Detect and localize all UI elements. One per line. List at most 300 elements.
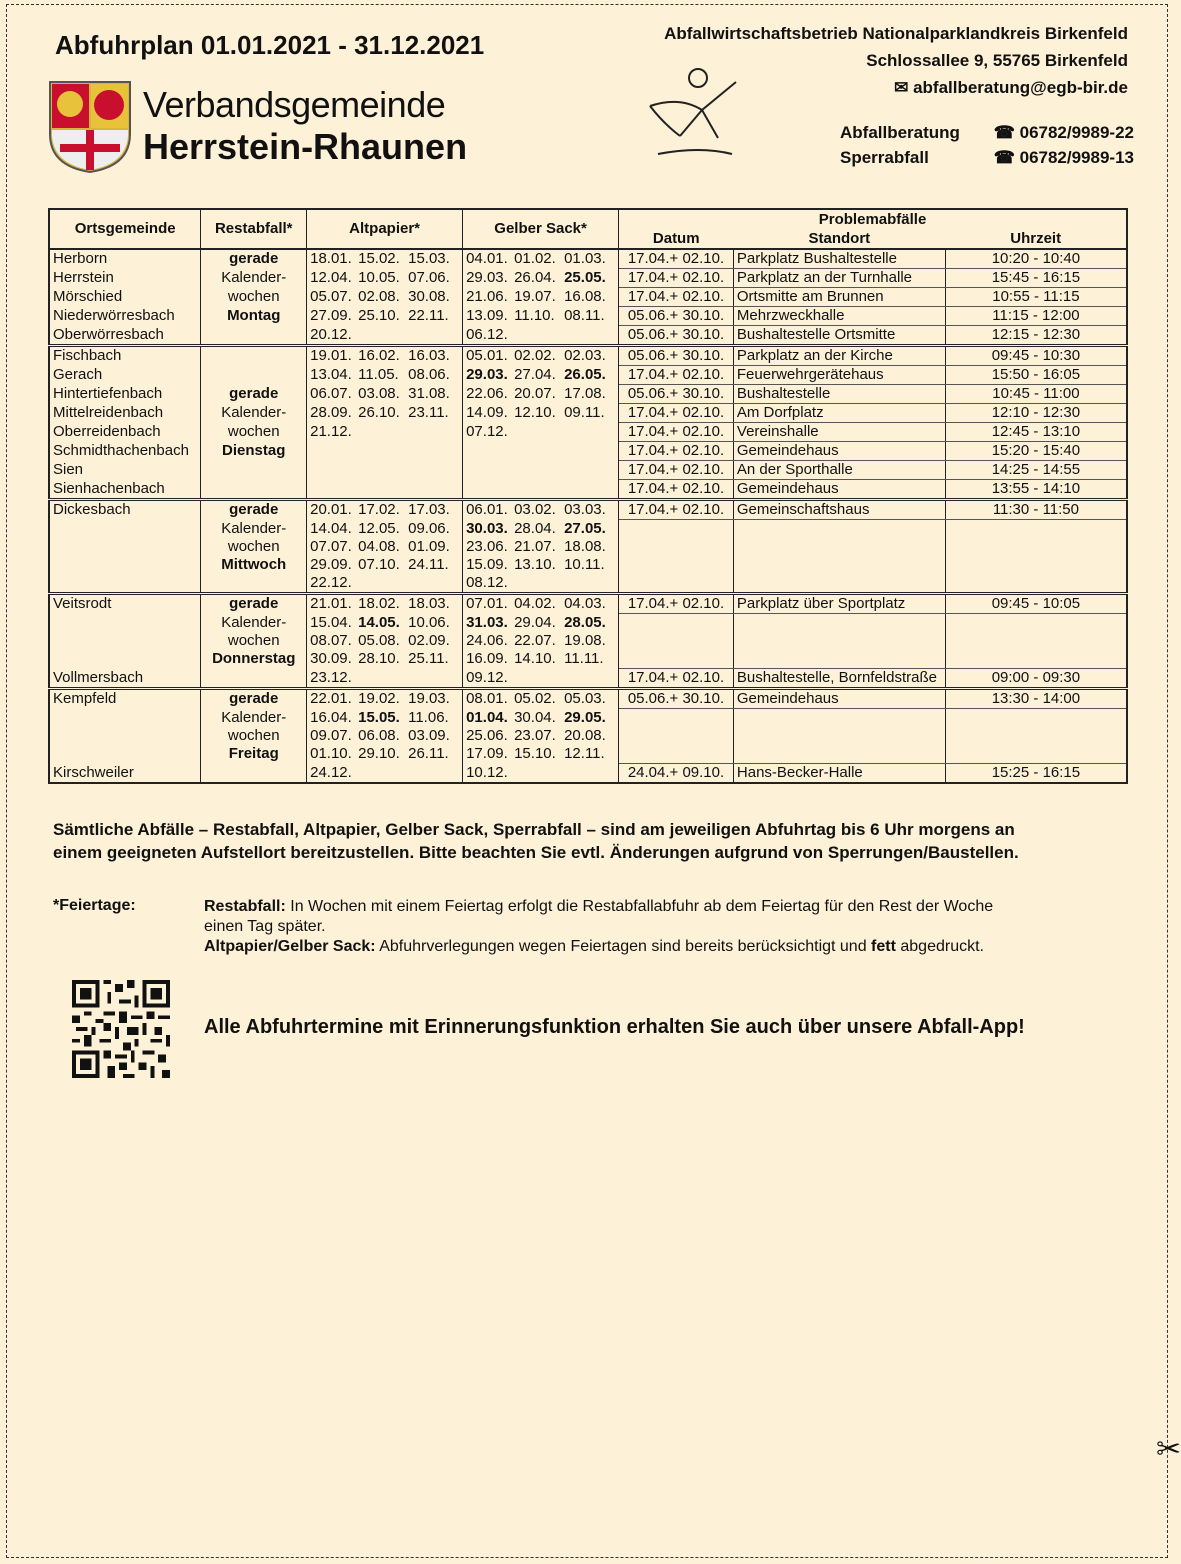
restabfall-cell: gerade xyxy=(201,594,307,614)
date-value: 02.03. xyxy=(564,347,606,365)
date-value: 11.11. xyxy=(564,650,604,668)
altpapier-cell xyxy=(307,366,463,385)
problem-standort-cell xyxy=(733,538,945,556)
restabfall-cell: Mittwoch xyxy=(201,556,307,574)
problem-standort-cell: Am Dorfplatz xyxy=(733,404,945,423)
col-altpapier: Altpapier* xyxy=(307,209,463,249)
date-value: 28.10. xyxy=(358,650,400,668)
date-value: 12.10. xyxy=(514,404,556,421)
altpapier-cell xyxy=(307,500,463,520)
gelber-sack-cell xyxy=(463,269,619,288)
restabfall-cell xyxy=(201,764,307,784)
page-title: Abfuhrplan 01.01.2021 - 31.12.2021 xyxy=(55,30,485,60)
problem-datum-cell xyxy=(619,574,734,594)
problem-datum-cell: 05.06.+ 30.10. xyxy=(619,307,734,326)
date-value: 06.08. xyxy=(358,727,400,744)
date-value: 08.06. xyxy=(408,366,450,383)
restabfall-cell xyxy=(201,326,307,346)
date-value: 10.12. xyxy=(466,763,508,781)
ort-cell xyxy=(49,745,201,764)
rest-label: Restabfall: xyxy=(204,898,286,915)
altpapier-cell xyxy=(307,404,463,423)
problem-datum-cell: 05.06.+ 30.10. xyxy=(619,326,734,346)
date-value: 22.12. xyxy=(310,574,352,591)
date-value: 23.07. xyxy=(514,727,556,744)
problem-standort-cell xyxy=(733,520,945,539)
problem-uhrzeit-cell: 12:45 - 13:10 xyxy=(945,423,1127,442)
gelber-sack-cell xyxy=(463,366,619,385)
altpapier-cell xyxy=(307,288,463,307)
gelber-sack-cell xyxy=(463,764,619,784)
ort-cell: Niederwörresbach xyxy=(49,307,201,326)
date-value: 31.03. xyxy=(466,613,508,631)
problem-datum-cell: 05.06.+ 30.10. xyxy=(619,346,734,366)
restabfall-cell: Dienstag xyxy=(201,442,307,461)
ort-cell xyxy=(49,574,201,594)
table-row xyxy=(49,385,1127,404)
sperr-label: Sperrabfall xyxy=(840,148,929,167)
col-standort: Standort xyxy=(733,229,945,249)
altpapier-cell xyxy=(307,249,463,269)
ort-cell: Mittelreidenbach xyxy=(49,404,201,423)
table-row xyxy=(49,689,1127,709)
altpapier-cell xyxy=(307,594,463,614)
gelber-sack-cell xyxy=(463,632,619,650)
restabfall-cell xyxy=(201,366,307,385)
date-value: 30.03. xyxy=(466,519,508,537)
gelber-sack-cell xyxy=(463,689,619,709)
date-value: 10.05. xyxy=(358,269,400,286)
date-value: 15.10. xyxy=(514,745,556,763)
problem-standort-cell: Parkplatz über Sportplatz xyxy=(733,594,945,614)
date-value: 14.04. xyxy=(310,519,352,537)
date-value: 19.01. xyxy=(310,347,352,365)
date-value: 03.03. xyxy=(564,501,606,519)
problem-uhrzeit-cell: 13:55 - 14:10 xyxy=(991,480,1081,497)
ort-cell: Herborn xyxy=(49,249,201,269)
problem-uhrzeit-cell: 09:45 - 10:30 xyxy=(945,346,1127,366)
problem-datum-cell: 17.04.+ 02.10. xyxy=(619,249,734,269)
problem-datum-cell: 05.06.+ 30.10. xyxy=(619,689,734,709)
date-value: 29.03. xyxy=(466,269,508,286)
gelber-sack-cell xyxy=(463,709,619,728)
problem-standort-cell xyxy=(733,632,945,650)
altpapier-cell xyxy=(307,461,463,480)
date-value: 07.07. xyxy=(310,538,352,555)
date-value: 09.06. xyxy=(408,519,450,537)
problem-standort-cell: Gemeindehaus xyxy=(733,689,945,709)
date-value: 12.05. xyxy=(358,519,400,537)
coat-of-arms-icon xyxy=(46,78,134,174)
altpapier-cell xyxy=(307,556,463,574)
feiertage-text xyxy=(204,897,1034,957)
problem-uhrzeit-cell: 12:15 - 12:30 xyxy=(991,326,1081,343)
problem-datum-cell xyxy=(619,556,734,574)
date-value: 12.04. xyxy=(310,269,352,286)
gelber-sack-cell xyxy=(463,249,619,269)
problem-uhrzeit-cell: 10:45 - 11:00 xyxy=(945,385,1127,404)
feiertage-label: *Feiertage: xyxy=(53,897,136,914)
date-value: 29.09. xyxy=(310,556,352,573)
table-row xyxy=(49,764,1127,784)
table-row xyxy=(49,423,1127,442)
problem-standort-cell xyxy=(733,556,945,574)
problem-uhrzeit-cell: 15:20 - 15:40 xyxy=(945,442,1127,461)
gelber-sack-cell xyxy=(463,574,619,594)
restabfall-cell xyxy=(201,461,307,480)
table-row xyxy=(49,480,1127,500)
date-value: 08.11. xyxy=(564,307,605,324)
table-row xyxy=(49,574,1127,594)
problem-standort-cell xyxy=(733,650,945,669)
table-row xyxy=(49,669,1127,689)
rest-text: In Wochen mit einem Feiertag erfolgt die Restabfallabfuhr ab dem Feiertag für den Rest der Woche einen Tag später. xyxy=(204,898,994,935)
problem-uhrzeit-cell xyxy=(945,574,1127,594)
ort-cell: Hintertiefenbach xyxy=(49,385,201,404)
gelber-sack-cell xyxy=(463,404,619,423)
date-value: 13.09. xyxy=(466,307,508,324)
date-value: 04.02. xyxy=(514,595,556,613)
problem-uhrzeit-cell: 14:25 - 14:55 xyxy=(945,461,1127,480)
problem-standort-cell: Parkplatz an der Turnhalle xyxy=(733,269,945,288)
date-value: 17.02. xyxy=(358,501,400,519)
table-row xyxy=(49,709,1127,728)
phone-icon: ☎ xyxy=(993,123,1020,142)
gelber-sack-cell xyxy=(463,556,619,574)
date-value: 25.06. xyxy=(466,727,508,744)
date-value: 07.12. xyxy=(466,423,508,440)
ort-cell: Sien xyxy=(49,461,201,480)
problem-datum-cell xyxy=(619,745,734,764)
date-value: 18.02. xyxy=(358,595,400,613)
table-row xyxy=(49,520,1127,539)
gelber-sack-cell xyxy=(463,727,619,745)
scissors-icon: ✂ xyxy=(1156,1433,1181,1466)
date-value: 07.06. xyxy=(408,269,450,286)
table-row xyxy=(49,326,1127,346)
problem-standort-cell: Gemeindehaus xyxy=(733,480,945,500)
problem-datum-cell: 17.04.+ 02.10. xyxy=(619,500,734,520)
date-value: 25.11. xyxy=(408,650,449,668)
date-value: 26.05. xyxy=(564,366,606,383)
problem-standort-cell: Bushaltestelle, Bornfeldstraße xyxy=(733,669,945,689)
problem-standort-cell: Gemeindehaus xyxy=(733,442,945,461)
restabfall-cell: Donnerstag xyxy=(201,650,307,669)
date-value: 15.04. xyxy=(310,613,352,631)
date-value: 20.12. xyxy=(310,325,352,343)
date-value: 19.03. xyxy=(408,690,450,708)
ort-cell: Herrstein xyxy=(49,269,201,288)
date-value: 22.07. xyxy=(514,632,556,649)
problem-standort-cell: Bushaltestelle Ortsmitte xyxy=(733,326,945,346)
gelber-sack-cell xyxy=(463,423,619,442)
restabfall-cell: Kalender- xyxy=(201,520,307,539)
problem-uhrzeit-cell: 15:25 - 16:15 xyxy=(991,764,1081,781)
vg-name: Herrstein-Rhaunen xyxy=(143,126,468,167)
table-row xyxy=(49,556,1127,574)
altpapier-cell xyxy=(307,764,463,784)
date-value: 13.04. xyxy=(310,366,352,383)
ort-cell xyxy=(49,727,201,745)
problem-uhrzeit-cell: 11:30 - 11:50 xyxy=(945,500,1127,520)
problem-uhrzeit-cell: 10:20 - 10:40 xyxy=(945,249,1127,269)
restabfall-cell: wochen xyxy=(201,727,307,745)
ort-cell xyxy=(49,632,201,650)
date-value: 23.11. xyxy=(408,404,449,421)
col-datum: Datum xyxy=(619,229,734,249)
date-value: 16.04. xyxy=(310,708,352,726)
date-value: 04.01. xyxy=(466,250,508,268)
date-value: 21.01. xyxy=(310,595,352,613)
date-value: 05.08. xyxy=(358,632,400,649)
vg-label: Verbandsgemeinde xyxy=(143,84,446,125)
ort-cell: Dickesbach xyxy=(49,500,201,520)
general-note-line1: Sämtliche Abfälle – Restabfall, Altpapier, Gelber Sack, Sperrabfall – sind am jeweiligen Abfuhrtag bis 6 Uhr morgens an xyxy=(53,820,1015,839)
problem-datum-cell xyxy=(619,538,734,556)
date-value: 11.06. xyxy=(408,708,449,726)
table-row xyxy=(49,442,1127,461)
date-value: 22.01. xyxy=(310,690,352,708)
restabfall-cell: wochen xyxy=(201,288,307,307)
problem-datum-cell xyxy=(619,727,734,745)
problem-standort-cell xyxy=(733,709,945,728)
date-value: 01.10. xyxy=(310,745,352,763)
date-value: 13.10. xyxy=(514,556,556,573)
ap-fett: fett xyxy=(871,938,896,955)
date-value: 28.04. xyxy=(514,519,556,537)
date-value: 22.11. xyxy=(408,307,449,324)
date-value: 23.06. xyxy=(466,538,508,555)
ap-text1: Abfuhrverlegungen wegen Feiertagen sind bereits berücksichtigt und xyxy=(375,938,872,955)
table-row xyxy=(49,461,1127,480)
problem-datum-cell xyxy=(619,709,734,728)
date-value: 20.01. xyxy=(310,501,352,519)
date-value: 05.01. xyxy=(466,347,508,365)
restabfall-cell xyxy=(201,669,307,689)
ort-cell: Oberreidenbach xyxy=(49,423,201,442)
restabfall-cell: Freitag xyxy=(201,745,307,764)
table-row xyxy=(49,404,1127,423)
problem-standort-cell: Feuerwehrgerätehaus xyxy=(733,366,945,385)
ort-cell xyxy=(49,650,201,669)
problem-datum-cell: 17.04.+ 02.10. xyxy=(619,423,734,442)
date-value: 25.05. xyxy=(564,269,606,286)
altpapier-cell xyxy=(307,326,463,346)
gelber-sack-cell xyxy=(463,461,619,480)
date-value: 15.03. xyxy=(408,250,450,268)
problem-datum-cell: 17.04.+ 02.10. xyxy=(619,480,734,500)
problem-standort-cell: Vereinshalle xyxy=(733,423,945,442)
table-row xyxy=(49,269,1127,288)
problem-datum-cell: 17.04.+ 02.10. xyxy=(619,404,734,423)
date-value: 29.04. xyxy=(514,613,556,631)
ort-cell xyxy=(49,520,201,539)
general-note-line2: einem geeigneten Aufstellort bereitzustellen. Bitte beachten Sie evtl. Änderungen aufgrund von Sperrungen/Baustellen. xyxy=(53,843,1019,862)
restabfall-cell: gerade xyxy=(201,689,307,709)
date-value: 17.03. xyxy=(408,501,450,519)
problem-datum-cell: 05.06.+ 30.10. xyxy=(619,385,734,404)
date-value: 08.01. xyxy=(466,690,508,708)
ort-cell: Mörschied xyxy=(49,288,201,307)
date-value: 21.06. xyxy=(466,288,508,305)
ort-cell: Schmidthachenbach xyxy=(49,442,201,461)
problem-standort-cell: Ortsmitte am Brunnen xyxy=(733,288,945,307)
problem-uhrzeit-cell: 13:30 - 14:00 xyxy=(945,689,1127,709)
gelber-sack-cell xyxy=(463,288,619,307)
date-value: 24.12. xyxy=(310,763,352,781)
restabfall-cell xyxy=(201,346,307,366)
org-email[interactable]: abfallberatung@egb-bir.de xyxy=(913,78,1128,97)
table-row xyxy=(49,745,1127,764)
altpapier-cell xyxy=(307,727,463,745)
date-value: 04.08. xyxy=(358,538,400,555)
beratung-label: Abfallberatung xyxy=(840,123,960,142)
problem-uhrzeit-cell xyxy=(945,709,1127,728)
problem-uhrzeit-cell: 15:45 - 16:15 xyxy=(945,269,1127,288)
date-value: 19.02. xyxy=(358,690,400,708)
date-value: 04.03. xyxy=(564,595,606,613)
date-value: 16.03. xyxy=(408,347,450,365)
altpapier-cell xyxy=(307,574,463,594)
date-value: 10.06. xyxy=(408,613,450,631)
problem-standort-cell xyxy=(733,745,945,764)
problem-datum-cell: 17.04.+ 02.10. xyxy=(619,461,734,480)
date-value: 03.09. xyxy=(408,727,450,744)
date-value: 02.08. xyxy=(358,288,400,305)
restabfall-cell: Kalender- xyxy=(201,614,307,633)
date-value: 14.05. xyxy=(358,613,400,631)
problem-uhrzeit-cell xyxy=(945,745,1127,764)
date-value: 16.09. xyxy=(466,650,508,668)
restabfall-cell: Kalender- xyxy=(201,269,307,288)
table-row xyxy=(49,346,1127,366)
sperr-phone[interactable]: 06782/9989-13 xyxy=(1019,148,1134,167)
altpapier-cell xyxy=(307,745,463,764)
problem-datum-cell: 17.04.+ 02.10. xyxy=(619,366,734,385)
date-value: 05.03. xyxy=(564,690,606,708)
problem-uhrzeit-cell xyxy=(945,632,1127,650)
gelber-sack-cell xyxy=(463,480,619,500)
altpapier-cell xyxy=(307,442,463,461)
table-row xyxy=(49,594,1127,614)
date-value: 25.10. xyxy=(358,307,400,324)
org-email-row[interactable] xyxy=(664,74,1128,101)
ort-cell: Vollmersbach xyxy=(49,669,201,689)
beratung-phone[interactable]: 06782/9989-22 xyxy=(1019,123,1134,142)
date-value: 01.03. xyxy=(564,250,606,268)
problem-standort-cell: Parkplatz Bushaltestelle xyxy=(733,249,945,269)
problem-standort-cell: An der Sporthalle xyxy=(733,461,945,480)
gelber-sack-cell xyxy=(463,442,619,461)
date-value: 08.12. xyxy=(466,574,508,591)
date-value: 09.07. xyxy=(310,727,352,744)
table-row xyxy=(49,650,1127,669)
ap-text2: abgedruckt. xyxy=(895,938,984,955)
date-value: 17.08. xyxy=(564,385,606,402)
restabfall-cell: gerade xyxy=(201,249,307,269)
ort-cell xyxy=(49,709,201,728)
problem-standort-cell: Gemeinschaftshaus xyxy=(733,500,945,520)
envelope-icon: ✉ xyxy=(894,78,914,97)
ort-cell: Kempfeld xyxy=(49,689,201,709)
altpapier-cell xyxy=(307,632,463,650)
date-value: 15.09. xyxy=(466,556,508,573)
app-hint: Alle Abfuhrtermine mit Erinnerungsfunktion erhalten Sie auch über unsere Abfall-App! xyxy=(204,1016,1025,1038)
restabfall-cell: gerade xyxy=(201,500,307,520)
restabfall-cell: Kalender- xyxy=(201,404,307,423)
problem-datum-cell xyxy=(619,632,734,650)
date-value: 21.12. xyxy=(310,423,352,440)
problem-uhrzeit-cell xyxy=(945,520,1127,539)
schedule-table xyxy=(48,208,1128,784)
table-row xyxy=(49,307,1127,326)
problem-uhrzeit-cell xyxy=(945,538,1127,556)
problem-uhrzeit-cell: 11:15 - 12:00 xyxy=(945,307,1127,326)
date-value: 03.08. xyxy=(358,385,400,402)
altpapier-cell xyxy=(307,520,463,539)
gelber-sack-cell xyxy=(463,326,619,346)
date-value: 18.01. xyxy=(310,250,352,268)
col-ortsgemeinde: Ortsgemeinde xyxy=(49,209,201,249)
date-value: 26.10. xyxy=(358,404,400,421)
phone-block xyxy=(840,120,1134,170)
date-value: 14.10. xyxy=(514,650,556,668)
date-value: 06.07. xyxy=(310,385,352,402)
restabfall-cell: wochen xyxy=(201,632,307,650)
date-value: 08.07. xyxy=(310,632,352,649)
date-value: 26.11. xyxy=(408,745,449,763)
date-value: 06.12. xyxy=(466,325,508,343)
org-address: Schlossallee 9, 55765 Birkenfeld xyxy=(866,51,1128,70)
restabfall-cell xyxy=(201,480,307,500)
table-row xyxy=(49,614,1127,633)
problem-uhrzeit-cell: 15:50 - 16:05 xyxy=(945,366,1127,385)
date-value: 16.02. xyxy=(358,347,400,365)
problem-uhrzeit-cell xyxy=(945,650,1127,669)
problem-standort-cell: Parkplatz an der Kirche xyxy=(733,346,945,366)
problem-uhrzeit-cell: 09:45 - 10:05 xyxy=(945,594,1127,614)
problem-standort-cell xyxy=(733,614,945,633)
problem-datum-cell xyxy=(619,614,734,633)
date-value: 16.08. xyxy=(564,288,606,305)
problem-standort-cell: Bushaltestelle xyxy=(733,385,945,404)
restabfall-cell xyxy=(201,574,307,594)
problem-uhrzeit-cell: 12:10 - 12:30 xyxy=(945,404,1127,423)
date-value: 23.12. xyxy=(310,668,352,686)
problem-uhrzeit-cell: 09:00 - 09:30 xyxy=(991,669,1081,686)
problem-standort-cell: Hans-Becker-Halle xyxy=(733,764,945,784)
table-row xyxy=(49,632,1127,650)
ap-label: Altpapier/Gelber Sack: xyxy=(204,938,376,955)
qr-code-icon[interactable] xyxy=(72,980,170,1078)
altpapier-cell xyxy=(307,650,463,669)
date-value: 07.01. xyxy=(466,595,508,613)
date-value: 27.05. xyxy=(564,519,606,537)
date-value: 29.10. xyxy=(358,745,400,763)
date-value: 05.07. xyxy=(310,288,352,305)
date-value: 20.07. xyxy=(514,385,556,402)
restabfall-cell: Kalender- xyxy=(201,709,307,728)
altpapier-cell xyxy=(307,385,463,404)
restabfall-cell: Montag xyxy=(201,307,307,326)
ort-cell xyxy=(49,556,201,574)
date-value: 02.02. xyxy=(514,347,556,365)
ort-cell: Sienhachenbach xyxy=(49,480,201,500)
ort-cell: Fischbach xyxy=(49,346,201,366)
date-value: 29.05. xyxy=(564,708,606,726)
gelber-sack-cell xyxy=(463,669,619,689)
altpapier-cell xyxy=(307,614,463,633)
